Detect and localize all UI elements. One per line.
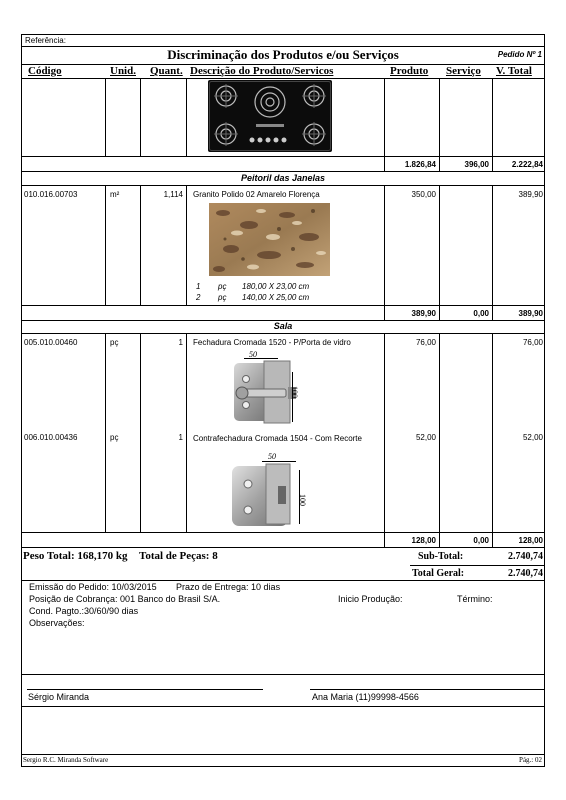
observacoes: Observações:: [29, 618, 85, 628]
g2-subtotal-total: 389,90: [518, 309, 543, 318]
col-vtotal: V. Total: [496, 65, 532, 77]
g3-subtotal-total: 128,00: [518, 536, 543, 545]
item-quant: 1,114: [163, 190, 183, 199]
piece-2-unit: pç: [218, 293, 227, 302]
counter-lock-dim-line-side: [299, 470, 300, 524]
item-total: 76,00: [522, 338, 543, 347]
item-descricao: Contrafechadura Cromada 1504 - Com Recorte: [193, 434, 362, 443]
lock-dim-side: 100: [290, 386, 299, 398]
pedido-number: Pedido Nº 1: [497, 50, 542, 59]
item-codigo: 005.010.00460: [24, 338, 78, 347]
lock-dim-line-top: [244, 358, 278, 359]
item-unid: pç: [110, 338, 119, 347]
signature-line-left: [27, 689, 263, 690]
subtotal-value: 2.740,74: [508, 551, 543, 562]
item-unid: pç: [110, 433, 119, 442]
page-title: Discriminação dos Produtos e/ou Serviços: [167, 47, 399, 62]
signature-right: Ana Maria (11)99998-4566: [312, 692, 419, 702]
signature-left: Sérgio Miranda: [28, 692, 90, 702]
item-produto: 350,00: [411, 190, 436, 199]
total-pecas: Total de Peças: 8: [139, 550, 218, 562]
g1-subtotal-produto: 1.826,84: [404, 160, 436, 169]
signature-line-right: [310, 689, 544, 690]
g3-subtotal-produto: 128,00: [411, 536, 436, 545]
total-geral-label: Total Geral:: [412, 568, 465, 579]
lock-dim-line-side: [292, 372, 293, 422]
referencia-label: Referência:: [25, 36, 66, 45]
lock-photo: [226, 349, 320, 429]
item-codigo: 006.010.00436: [24, 433, 78, 442]
piece-1-n: 1: [196, 282, 201, 291]
item-total: 52,00: [522, 433, 543, 442]
piece-2-n: 2: [196, 293, 201, 302]
item-total: 389,90: [518, 190, 543, 199]
granite-photo: [209, 203, 330, 276]
counter-lock-dim-side: 100: [298, 494, 307, 506]
peso-total: Peso Total: 168,170 kg: [23, 550, 128, 562]
item-produto: 52,00: [415, 433, 436, 442]
piece-2-dim: 140,00 X 25,00 cm: [242, 293, 310, 302]
col-unid: Unid.: [110, 65, 136, 77]
item-produto: 76,00: [415, 338, 436, 347]
item-codigo: 010.016.00703: [24, 190, 78, 199]
prazo-entrega: Prazo de Entrega: 10 dias: [176, 582, 281, 592]
col-descricao: Descrição do Produto/Servicos: [190, 65, 334, 77]
item-descricao: Fechadura Cromada 1520 - P/Porta de vidro: [193, 338, 351, 347]
footer-page: Pág.: 02: [519, 756, 542, 764]
item-quant: 1: [178, 433, 183, 442]
posicao-cobranca: Posição de Cobrança: 001 Banco do Brasil S/A.: [29, 594, 221, 604]
item-unid: m²: [110, 190, 120, 199]
section-peitoril: Peitoril das Janelas: [240, 173, 326, 183]
emissao-pedido: Emissão do Pedido: 10/03/2015: [29, 582, 157, 592]
col-produto: Produto: [390, 65, 429, 77]
piece-1-dim: 180,00 X 23,00 cm: [242, 282, 310, 291]
col-codigo: Código: [28, 65, 62, 77]
item-descricao: Granito Polido 02 Amarelo Florença: [193, 190, 320, 199]
cond-pagto: Cond. Pagto.:30/60/90 dias: [29, 606, 139, 616]
total-geral-value: 2.740,74: [508, 568, 543, 579]
g1-subtotal-servico: 396,00: [464, 160, 489, 169]
termino: Término:: [457, 594, 493, 604]
item-quant: 1: [178, 338, 183, 347]
g3-subtotal-servico: 0,00: [473, 536, 489, 545]
inicio-producao: Inicio Produção:: [338, 594, 403, 604]
footer-software: Sergio R.C. Miranda Software: [23, 756, 109, 764]
g2-subtotal-servico: 0,00: [473, 309, 489, 318]
section-sala: Sala: [273, 321, 293, 331]
g2-subtotal-produto: 389,90: [411, 309, 436, 318]
subtotal-label: Sub-Total:: [418, 551, 464, 562]
counter-lock-dim-line-top: [262, 461, 296, 462]
lock-dim-top: 50: [249, 350, 257, 359]
g1-subtotal-total: 2.222,84: [511, 160, 543, 169]
col-servico: Serviço: [446, 65, 481, 77]
piece-1-unit: pç: [218, 282, 227, 291]
col-quant: Quant.: [150, 65, 183, 77]
counter-lock-photo: [226, 452, 320, 532]
cooktop-photo: [208, 80, 332, 152]
counter-lock-dim-top: 50: [268, 452, 276, 461]
